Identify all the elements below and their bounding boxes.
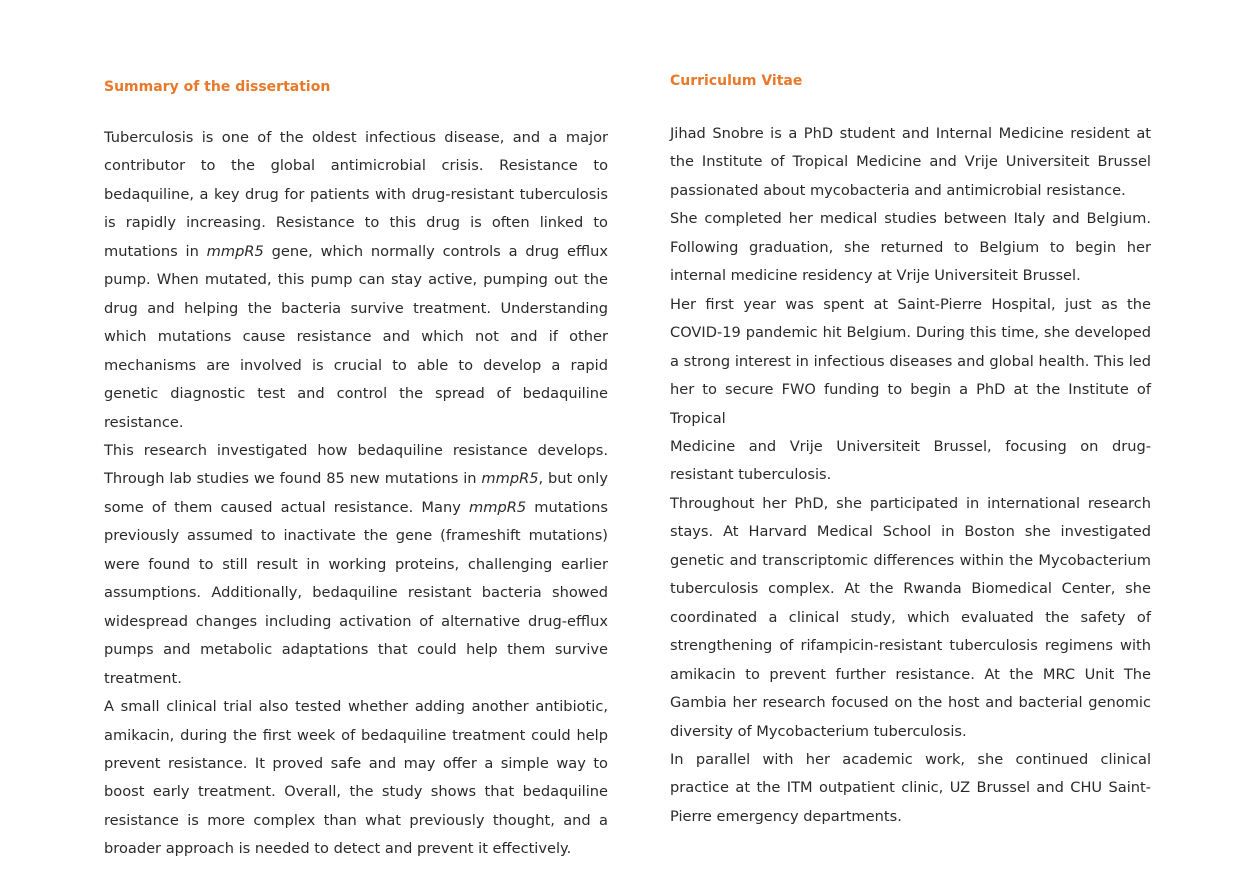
summary-body bbox=[104, 124, 608, 864]
cv-column bbox=[670, 72, 1151, 831]
summary-paragraph bbox=[104, 437, 608, 693]
gene-name-italic: mmpR5 bbox=[481, 470, 539, 488]
cv-paragraph bbox=[670, 291, 1151, 433]
text-run: gene, which normally controls a drug efflux pump. When mutated, this pump can stay active, pumping out the drug and helping the bacteria survive treatment. Understanding which mutations cause resistance and which not and if other mechanisms are involved is crucial to able to develop a rapid genetic diagnostic test and control the spread of bedaquiline resistance. bbox=[104, 242, 608, 431]
text-run: This research investigated how bedaquiline resistance develops. Through lab studies we found 85 new mutations in bbox=[104, 441, 608, 488]
cv-paragraph bbox=[670, 746, 1151, 831]
cv-paragraph bbox=[670, 205, 1151, 290]
gene-name-italic: mmpR5 bbox=[206, 242, 264, 260]
cv-heading: Curriculum Vitae bbox=[670, 73, 803, 89]
text-run: Medicine and Vrije Universiteit Brussel, focusing on drug-resistant tuberculosis. bbox=[670, 437, 1151, 484]
gene-name-italic: mmpR5 bbox=[469, 498, 527, 516]
summary-column bbox=[104, 78, 608, 864]
text-run: Jihad Snobre is a PhD student and Internal Medicine resident at the Institute of Tropical Medicine and Vrije Universiteit Brussel passionated about mycobacteria and antimicrobial resistance. bbox=[670, 125, 1151, 199]
text-run: She completed her medical studies between Italy and Belgium. Following graduation, she returned to Belgium to begin her internal medicine residency at Vrije Universiteit Brussel. bbox=[670, 210, 1151, 285]
cv-paragraph bbox=[670, 120, 1151, 205]
summary-paragraph bbox=[104, 124, 608, 437]
cv-paragraph bbox=[670, 490, 1151, 746]
text-run: A small clinical trial also tested whether adding another antibiotic, amikacin, during the first week of bedaquiline treatment could help prevent resistance. It proved safe and may offer a simple way to boost early treatment. Overall, the study shows that bedaquiline resistance is more complex than what previously thought, and a broader approach is needed to detect and prevent it effectively. bbox=[104, 698, 608, 858]
text-run: Throughout her PhD, she participated in international research stays. At Harvard Medical School in Boston she investigated genetic and transcriptomic differences within the Mycobacterium tuberculosis complex. At the Rwanda Biomedical Center, she coordinated a clinical study, which evaluated the safety of strengthening of rifampicin-resistant tuberculosis regimens with amikacin to prevent further resistance. At the MRC Unit The Gambia her research focused on the host and bacterial genomic diversity of Mycobacterium tuberculosis. bbox=[670, 494, 1151, 740]
text-run: Her first year was spent at Saint-Pierre Hospital, just as the COVID-19 pandemic hit Belgium. During this time, she developed a strong interest in infectious diseases and global health. This led her to secure FWO funding to begin a PhD at the Institute of Tropical bbox=[670, 295, 1151, 427]
text-run: mutations previously assumed to inactivate the gene (frameshift mutations) were found to still result in working proteins, challenging earlier assumptions. Additionally, bedaquiline resistant bacteria showed widespread changes including activation of alternative drug-efflux pumps and metabolic adaptations that could help them survive treatment. bbox=[104, 498, 608, 687]
cv-body bbox=[670, 120, 1151, 831]
summary-heading: Summary of the dissertation bbox=[104, 79, 331, 95]
text-run: Tuberculosis is one of the oldest infectious disease, and a major contributor to the global antimicrobial crisis. Resistance to bedaquiline, a key drug for patients with drug-resistant tuberculosis is rapidly increasing. Resistance to this drug is often linked to mutations in bbox=[104, 129, 608, 260]
text-run: , but only some of them caused actual resistance. Many bbox=[104, 470, 608, 516]
cv-paragraph bbox=[670, 433, 1151, 490]
text-run: In parallel with her academic work, she continued clinical practice at the ITM outpatient clinic, UZ Brussel and CHU Saint-Pierre emergency departments. bbox=[670, 750, 1151, 825]
summary-paragraph bbox=[104, 693, 608, 864]
